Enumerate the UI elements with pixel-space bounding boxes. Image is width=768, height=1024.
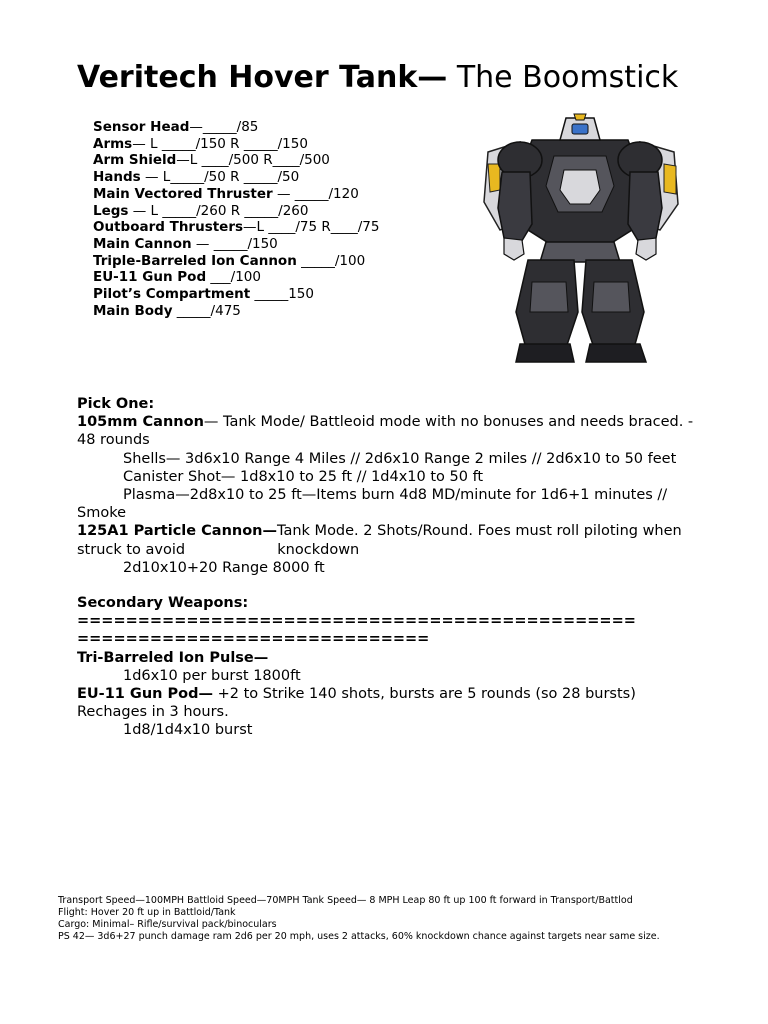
footer-strength: PS 42— 3d6+27 punch damage ram 2d6 per 20 mph, uses 2 attacks, 60% knockdown chance against targets near same size. [58,931,660,942]
weapons-section [77,395,697,740]
armor-row-gun-pod: EU-11 Gun Pod ___/100 [93,269,261,286]
ammo-shells: Shells— 3d6x10 Range 4 Miles // 2d6x10 Range 2 miles // 2d6x10 to 50 feet [123,450,677,467]
armor-row-hands: Hands — L_____/50 R _____/50 [93,169,300,186]
separator-rule-1: ============================================== [77,613,636,630]
mech-illustration [470,112,690,368]
footer-speed: Transport Speed—100MPH Battloid Speed—70MPH Tank Speed— 8 MPH Leap 80 ft up 100 ft forward in Transport/Battlod [58,895,633,906]
armor-row-sensor-head: Sensor Head—_____/85 [93,119,259,135]
armor-row-main-thruster: Main Vectored Thruster — _____/120 [93,185,359,202]
armor-row-pilot-compartment: Pilot’s Compartment _____150 [93,286,314,303]
footer-cargo: Cargo: Minimal– Rifle/survival pack/binoculars [58,919,277,930]
armor-row-main-body: Main Body _____/475 [93,302,241,319]
page-title [77,58,678,98]
ion-pulse-damage: 1d6x10 per burst 1800ft [123,667,301,684]
pick-one-heading: Pick One: [77,396,155,412]
armor-row-outboard-thrusters: Outboard Thrusters—L ____/75 R____/75 [93,219,380,236]
cannon-105mm: 105mm Cannon— Tank Mode/ Battleoid mode with no bonuses and needs braced. - 48 rounds [77,414,698,449]
armor-list [93,119,393,319]
particle-damage: 2d10x10+20 Range 8000 ft [123,559,325,576]
armor-row-main-cannon: Main Cannon — _____/150 [93,235,278,252]
stats-footer [58,895,738,943]
title-subtitle: The Boomstick [447,60,679,95]
particle-cannon: 125A1 Particle Cannon—Tank Mode. 2 Shots/Round. Foes must roll piloting when struck to avoid knockdown [77,523,687,558]
gun-pod: EU-11 Gun Pod— +2 to Strike 140 shots, bursts are 5 rounds (so 28 bursts) Rechages in 3 hours. [77,686,641,721]
armor-row-arm-shield: Arm Shield—L ____/500 R____/500 [93,152,330,169]
gun-pod-damage: 1d8/1d4x10 burst [123,722,253,739]
separator-rule-2: ============================= [77,631,430,648]
title-main: Veritech Hover Tank— [77,60,448,95]
ammo-canister: Canister Shot— 1d8x10 to 25 ft // 1d4x10 to 50 ft [123,468,484,485]
ion-pulse: Tri-Barreled Ion Pulse— [77,649,269,666]
ammo-plasma: Plasma—2d8x10 to 25 ft—Items burn 4d8 MD/minute for 1d6+1 minutes // Smoke [77,487,682,522]
armor-row-arms: Arms— L _____/150 R _____/150 [93,135,308,152]
robot-icon [470,112,690,368]
secondary-heading: Secondary Weapons: [77,595,249,612]
footer-flight: Flight: Hover 20 ft up in Battloid/Tank [58,907,236,918]
armor-row-legs: Legs — L _____/260 R _____/260 [93,202,309,219]
armor-row-ion-cannon: Triple-Barreled Ion Cannon _____/100 [93,252,366,269]
